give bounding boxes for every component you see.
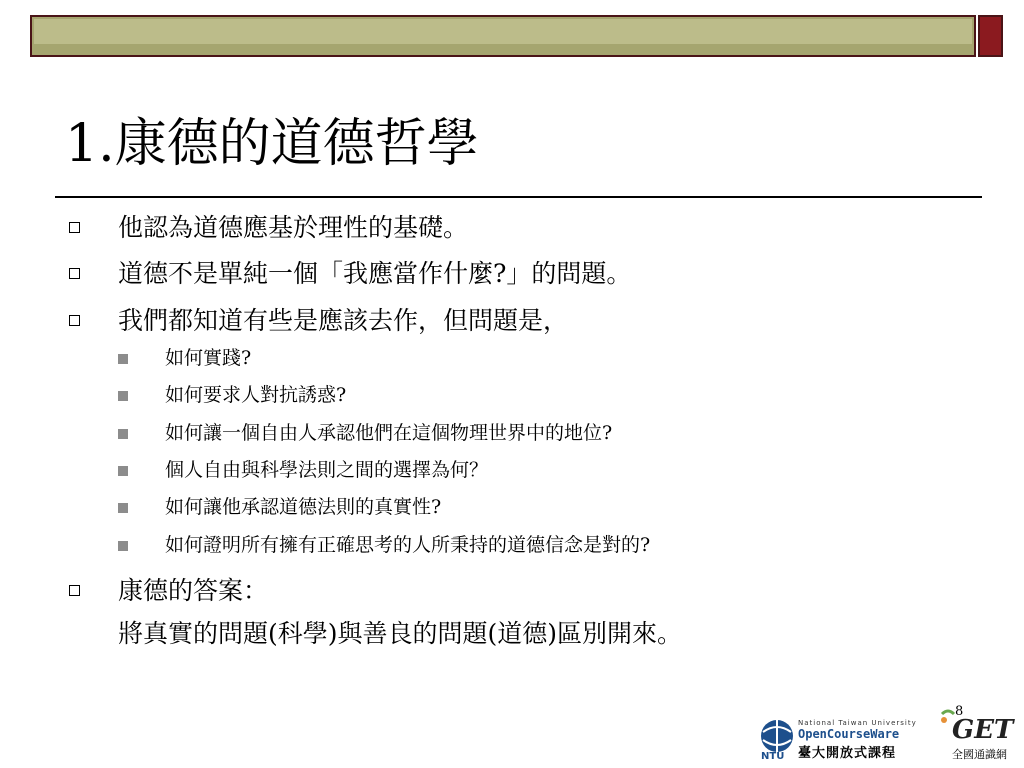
title-divider [55,196,982,198]
header-bar-highlight [34,19,972,44]
gray-square-bullet-icon [118,541,128,551]
sub-bullet-text: 如何讓他承認道德法則的真實性? [165,496,442,518]
sub-bullet-text: 個人自由與科學法則之間的選擇為何？ [165,459,489,481]
get-mark-text: GET [952,715,1014,745]
page-number: 8 [955,704,964,719]
hollow-square-bullet-icon [69,222,80,233]
ocw-brand-text: OpenCourseWare [798,727,900,741]
gray-square-bullet-icon [118,503,128,513]
bullet-text: 道德不是單純一個「我應當作什麼?」的問題。 [118,259,632,288]
ntu-globe-icon [758,718,796,760]
sub-bullet-text: 如何證明所有擁有正確思考的人所秉持的道德信念是對的? [165,534,651,556]
bullet-text: 他認為道德應基於理性的基礎。 [118,213,469,242]
bullet-text: 康德的答案： [118,576,269,605]
header-accent-square [978,15,1003,57]
sub-bullet-text: 如何讓一個自由人承認他們在這個物理世界中的地位? [165,422,613,444]
hollow-square-bullet-icon [69,268,80,279]
bullet-text: 我們都知道有些是應該去作，但問題是， [118,306,569,335]
ntu-mark-text: NTU [761,751,785,760]
ntu-opencourseware-logo [758,716,928,762]
hollow-square-bullet-icon [69,585,80,596]
hollow-square-bullet-icon [69,315,80,326]
bullet-continuation-text: 將真實的問題(科學)與善良的問題(道德)區別開來。 [118,619,683,648]
gray-square-bullet-icon [118,429,128,439]
get-logo [934,706,1018,764]
header-bar [30,15,976,57]
gray-square-bullet-icon [118,391,128,401]
ocw-chinese-text: 臺大開放式課程 [798,746,897,761]
gray-square-bullet-icon [118,354,128,364]
sub-bullet-text: 如何實踐? [165,347,252,369]
ocw-university-text: National Taiwan University [798,719,917,727]
sub-bullet-text: 如何要求人對抗誘惑? [165,384,347,406]
slide-title: 1.康德的道德哲學 [65,114,479,174]
get-mark-icon [934,706,1018,746]
get-chinese-text: 全國通識網 [952,748,1007,761]
gray-square-bullet-icon [118,466,128,476]
